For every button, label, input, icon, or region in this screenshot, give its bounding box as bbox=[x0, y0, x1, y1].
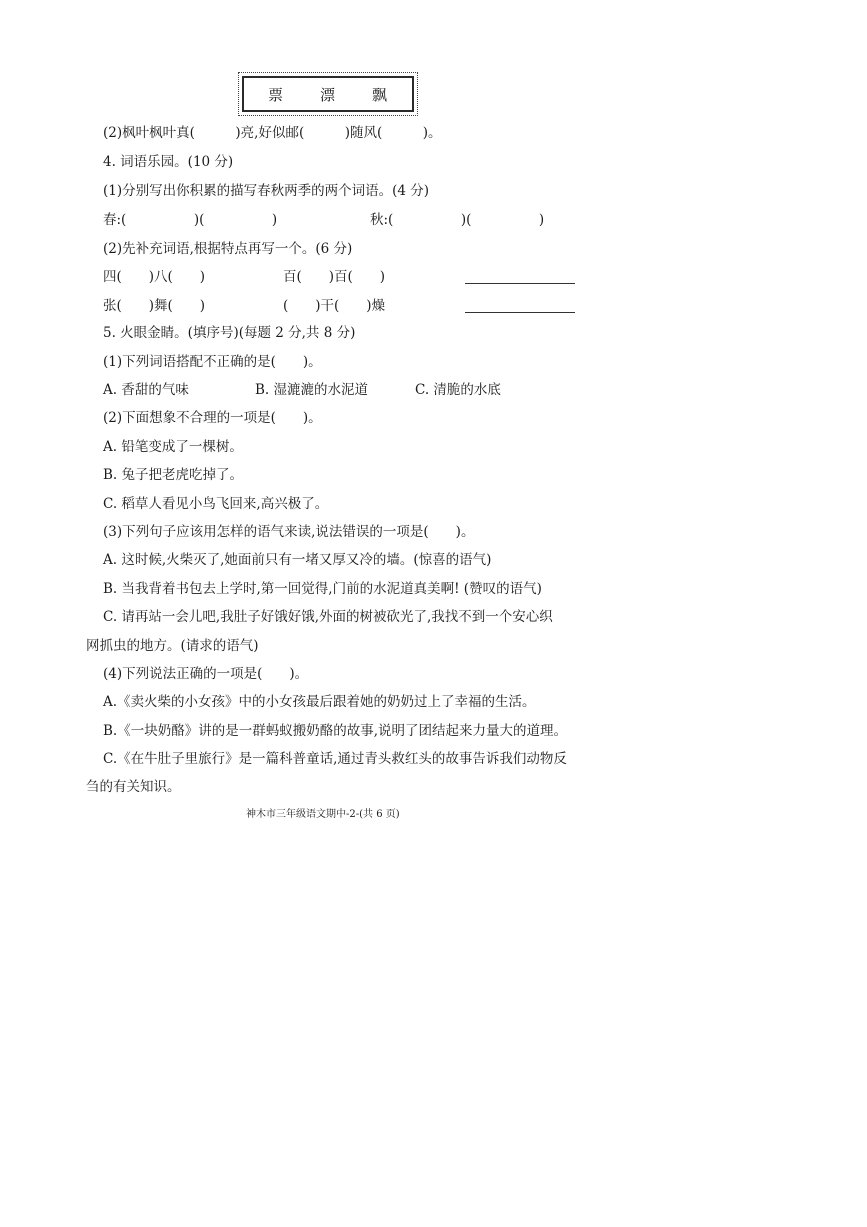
q5-heading: 5. 火眼金睛。(填序号)(每题 2 分,共 8 分) bbox=[103, 325, 356, 341]
q5-3-option-a: A. 这时候,火柴灭了,她面前只有一堵又厚又冷的墙。(惊喜的语气) bbox=[103, 552, 492, 568]
q5-4-option-b: B.《一块奶酪》讲的是一群蚂蚁搬奶酪的故事,说明了团结起来力量大的道理。 bbox=[103, 723, 568, 739]
q5-2-option-a: A. 铅笔变成了一棵树。 bbox=[103, 439, 243, 455]
banner-char-1: 票 bbox=[268, 85, 285, 104]
page-footer: 神木市三年级语文期中-2-(共 6 页) bbox=[246, 809, 400, 820]
q5-3-option-c-cont: 网抓虫的地方。(请求的语气) bbox=[86, 638, 259, 654]
idiom-1: 四( )八( ) bbox=[103, 269, 206, 285]
q4-1-line: (1)分别写出你积累的描写春秋两季的两个词语。(4 分) bbox=[103, 183, 430, 199]
q5-1-option-a: A. 香甜的气味 bbox=[103, 382, 189, 398]
idiom-3: 张( )舞( ) bbox=[103, 298, 206, 314]
idiom-2: 百( )百( ) bbox=[283, 269, 386, 285]
q5-4-line: (4)下列说法正确的一项是( )。 bbox=[103, 666, 309, 682]
q5-2-line: (2)下面想象不合理的一项是( )。 bbox=[103, 410, 322, 426]
idiom-4: ( )干( )燥 bbox=[283, 298, 386, 314]
q5-4-option-c: C.《在牛肚子里旅行》是一篇科普童话,通过青头救红头的故事告诉我们动物反 bbox=[103, 751, 567, 767]
q5-2-option-b: B. 兔子把老虎吃掉了。 bbox=[103, 467, 244, 483]
banner-char-2: 漂 bbox=[319, 85, 336, 104]
q5-1-option-c: C. 清脆的水底 bbox=[415, 382, 501, 398]
autumn-blanks: 秋:( )( ) bbox=[370, 212, 545, 228]
q4-heading: 4. 词语乐园。(10 分) bbox=[103, 154, 234, 170]
answer-line-2 bbox=[465, 312, 575, 313]
q5-4-option-c-cont: 刍的有关知识。 bbox=[86, 779, 181, 795]
q5-1-option-b: B. 湿漉漉的水泥道 bbox=[255, 382, 369, 398]
answer-line-1 bbox=[465, 283, 575, 284]
q3-2-line: (2)枫叶枫叶真( )亮,好似邮( )随风( )。 bbox=[103, 125, 442, 141]
q4-2-line: (2)先补充词语,根据特点再写一个。(6 分) bbox=[103, 241, 353, 257]
q5-4-option-a: A.《卖火柴的小女孩》中的小女孩最后跟着她的奶奶过上了幸福的生活。 bbox=[103, 694, 536, 710]
q5-3-option-b: B. 当我背着书包去上学时,第一回觉得,门前的水泥道真美啊! (赞叹的语气) bbox=[103, 581, 542, 597]
q5-1-line: (1)下列词语搭配不正确的是( )。 bbox=[103, 354, 322, 370]
banner-char-3: 飘 bbox=[371, 85, 388, 104]
q5-3-option-c: C. 请再站一会儿吧,我肚子好饿好饿,外面的树被砍光了,我找不到一个安心织 bbox=[103, 609, 553, 625]
spring-blanks: 春:( )( ) bbox=[103, 212, 278, 228]
q5-2-option-c: C. 稻草人看见小鸟飞回来,高兴极了。 bbox=[103, 496, 329, 512]
title-banner bbox=[242, 76, 414, 112]
q5-3-line: (3)下列句子应该用怎样的语气来读,说法错误的一项是( )。 bbox=[103, 524, 475, 540]
